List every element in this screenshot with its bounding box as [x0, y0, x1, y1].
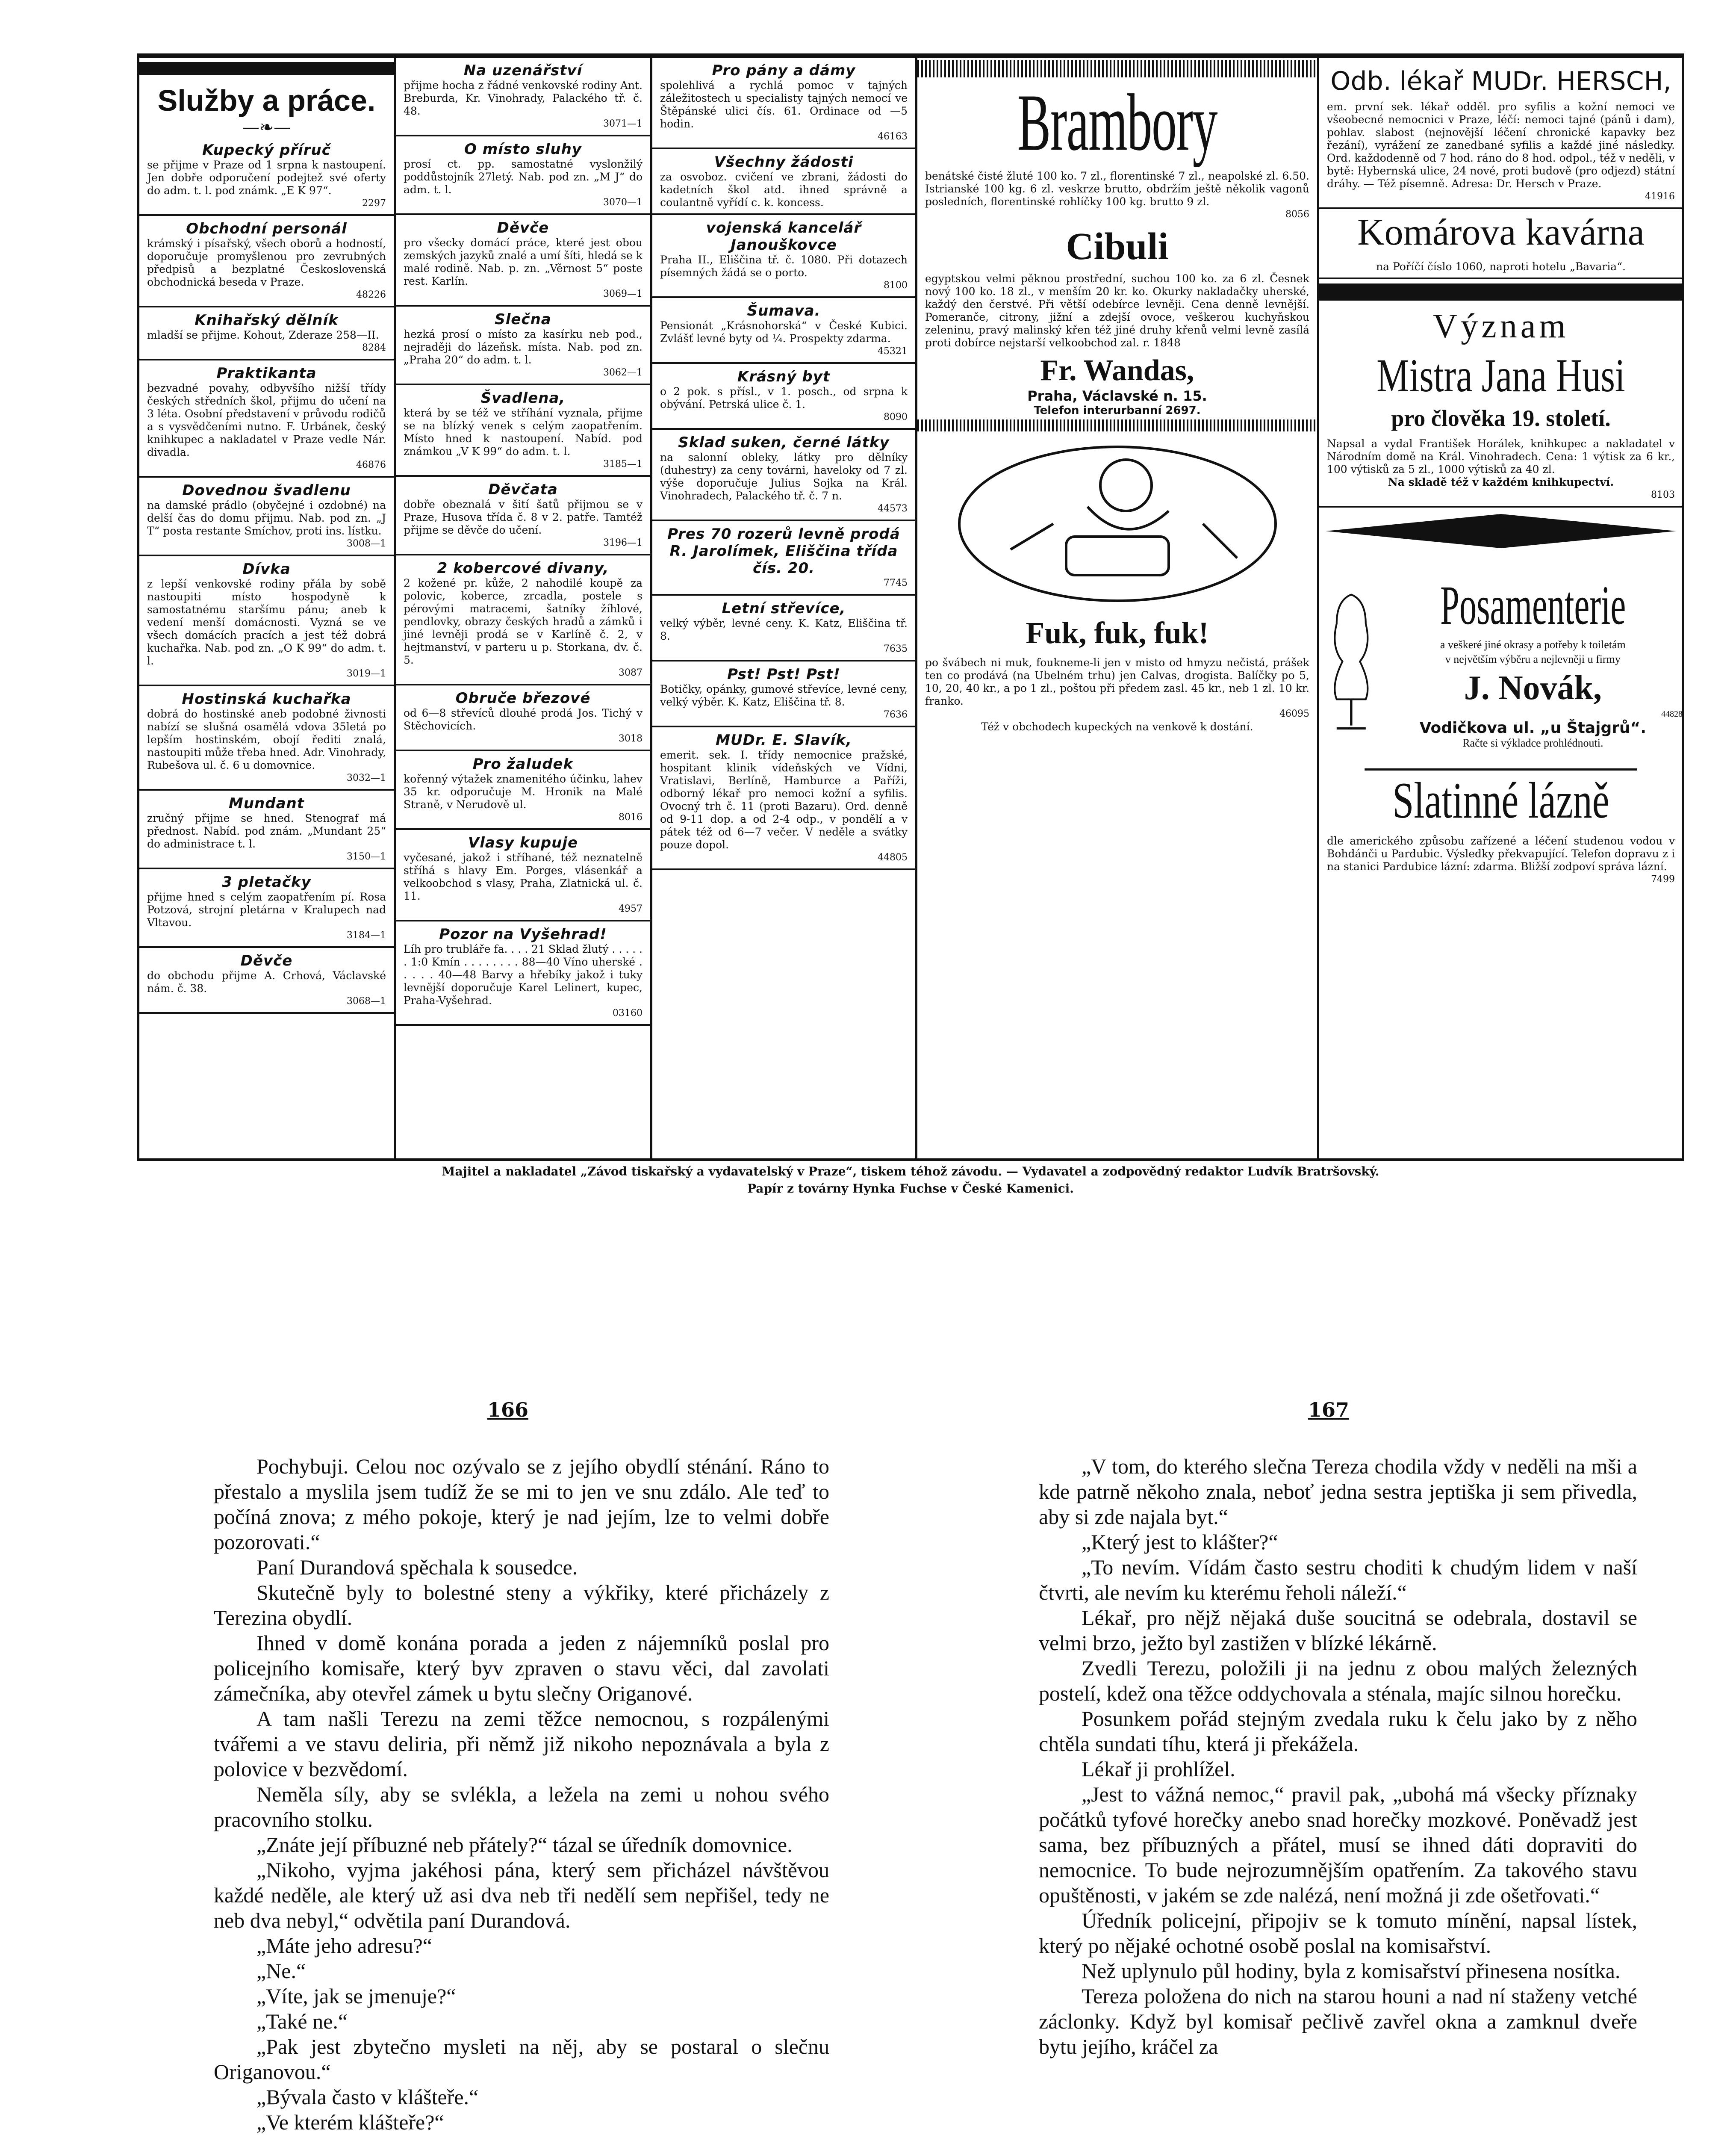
ad-text: dobře obeznalá v šití šatů přijmou se v Praze, Husova třída č. 8 v 2. patře. Tamtéž přijme se děvče do učení.	[404, 498, 643, 536]
ad-number: 8016	[619, 812, 643, 823]
vyznam-title: Význam	[1432, 307, 1569, 345]
brambory-number: 8056	[1285, 209, 1309, 220]
classified-ad	[139, 216, 394, 307]
book-paragraph: „Víte, jak se jmenuje?“	[256, 1984, 456, 2008]
ad-text: Praha II., Eliščina tř. č. 1080. Při dotazech písemných žádá se o porto.	[660, 254, 908, 279]
ad-text: od 6—8 střevíců dlouhé prodá Jos. Tichý v Stěchovicích.	[404, 707, 643, 732]
ad-number: 45321	[878, 346, 908, 357]
ad-number: 7636	[884, 709, 908, 720]
ad-number: 46876	[356, 460, 386, 470]
col3-ad-list	[652, 58, 915, 870]
ad-text: za osvoboz. cvičení ve zbrani, žádosti do kadetních škol atd. ihned správně a coulantně vyřídí c. k. koncess.	[660, 171, 908, 209]
ad-number: 3070—1	[603, 197, 643, 208]
classified-ad	[396, 58, 650, 136]
ad-text: dobrá do hostinské aneb podobné živnosti nabízí se slušná osamělá vdova 35letá po lepším hostinském, obojí řediti znalá, nastoupiti může třeba hned. Adr. Vinohrady, Rubešova ul. č. 6 u domovnice.	[147, 708, 386, 771]
diamond-band-icon	[1326, 512, 1676, 550]
ad-number: 3069—1	[603, 289, 643, 299]
classified-ad	[396, 215, 650, 307]
ad-number: 3087	[619, 667, 643, 678]
ad-number: 8100	[884, 280, 908, 291]
book-paragraph: Paní Durandová spěchala k sousedce.	[256, 1555, 578, 1579]
book-paragraph: „V tom, do kterého slečna Tereza chodila vždy v neděli na mši a kde patrně někoho znala, neboť jedna sestra jeptiška ji sem přivedla, aby si zde najala byt.“	[1039, 1454, 1637, 1529]
ad-number: 3032—1	[347, 773, 386, 783]
ad-text: bezvadné povahy, odbyvšího nižší třídy českých středních škol, přijmu do učení na 3 léta. Osobní představení v průvodu rodičů a s vysvědčeními nutno. F. Urbánek, český knihkupec a nakladatel v Praze vedle Nár. divadla.	[147, 382, 386, 458]
ad-text: přijme hocha z řádné venkovské rodiny Ant. Breburda, Kr. Vinohrady, Palackého tř. č. 48.	[404, 79, 643, 117]
cibuli-text: egyptskou velmi pěknou prostřední, suchou 100 ko. za 6 zl. Česnek nový 100 ko. 18 zl., v menším 20 kr. ko. Okurky nakladačky uherské, každý den čerstvé. Při větší odebírce levněji. Cena denně levnější. Pomeranče, citrony, jižní a zdejší ovoce, veškerou kuchyňskou zeleninu, pravý malinský křen též jiné druhy křenů velmi levně zasílá proti dobírce nejstarší velkoobchod zal. r. 1848	[925, 272, 1309, 349]
ad-number: 3071—1	[603, 118, 643, 129]
imprint-line-1: Majitel a nakladatel „Závod tiskařský a vydavatelský v Praze“, tiskem téhož závodu. — Vydavatel a zodpovědný redaktor Ludvík Bratršovský.	[442, 1164, 1379, 1178]
ad-heading: Kupecký příruč	[202, 142, 331, 159]
ad-heading: Dovednou švadlenu	[182, 482, 351, 499]
wandas-telephone: Telefon interurbanní 2697.	[1034, 404, 1201, 417]
ad-text: velký výběr, levné ceny. K. Katz, Eliščina tř. 8.	[660, 617, 908, 642]
classified-ad	[139, 307, 394, 360]
hersch-number: 41916	[1645, 191, 1675, 202]
classified-ad	[396, 136, 650, 215]
brambory-title: Brambory	[1017, 78, 1217, 168]
komarova-text: na Poříčí číslo 1060, naproti hotelu „Bavaria“.	[1376, 260, 1626, 273]
classified-ad	[396, 385, 650, 477]
ad-number: 4957	[619, 904, 643, 914]
ad-heading: Děvčata	[488, 481, 558, 498]
ad-text: hezká prosí o místo za kasírku neb pod., nejraději do lázeňsk. místa. Nab. pod zn. „Praha 20“ do adm. t. l.	[404, 328, 643, 366]
ad-heading: 2 kobercové divany,	[437, 560, 609, 577]
classified-ad	[652, 298, 915, 364]
ad-heading: Pst! Pst! Pst!	[727, 666, 840, 683]
book-paragraph: „Máte jeho adresu?“	[256, 1934, 432, 1958]
book-paragraph: Zvedli Terezu, položili ji na jednu z obou malých železných postelí, kdež ona těžce oddychovala a sténala, majíc silnou horečku.	[1039, 1656, 1637, 1705]
classified-ad	[139, 360, 394, 478]
hus-footer: Na skladě též v každém knihkupectví.	[1388, 476, 1614, 488]
ad-number: 3184—1	[347, 930, 386, 941]
classified-ad	[139, 791, 394, 869]
cibuli-title: Cibuli	[1066, 225, 1169, 268]
posamenterie-text-2: v největším výběru a nejlevněji u firmy	[1445, 653, 1621, 665]
ad-number: 8284	[362, 343, 386, 353]
ad-heading: Obruče březové	[455, 690, 591, 707]
imprint	[137, 1163, 1684, 1197]
book-paragraph: „Znáte její příbuzné neb přátely?“ tázal se úředník domovnice.	[256, 1833, 793, 1857]
ad-number: 8090	[884, 412, 908, 422]
page-number-right: 167	[1308, 1398, 1350, 1421]
page-number-left: 166	[487, 1398, 529, 1421]
ad-number: 7745	[884, 578, 908, 588]
classified-ad	[396, 921, 650, 1026]
ad-text: z lepší venkovské rodiny přála by sobě nastoupiti místo hospodyně k samostatnému staršímu pánu; aneb k vedení menší domácnosti. Vyzná se ve všech domácích pracích a jest též dobrá kuchařka. Nab. pod zn. „O K 99“ do adm. t. l.	[147, 578, 386, 667]
slatinne-number: 7499	[1651, 874, 1675, 885]
classified-ad	[652, 430, 915, 521]
chef-illustration	[917, 434, 1317, 614]
ad-text: pro všecky domácí práce, které jest obou zemských jazyků znalé a umí šíti, hledá se k malé rodině. Nab. p. zn. „Věrnost 5“ poste rest. Karlín.	[404, 236, 643, 287]
ad-number: 3068—1	[347, 996, 386, 1007]
ad-number: 3019—1	[347, 668, 386, 679]
hus-ad	[1319, 433, 1683, 508]
classified-ad	[139, 686, 394, 791]
chef-drawing-icon	[946, 438, 1288, 609]
komarova-ad	[1319, 256, 1683, 279]
ads-column-3	[652, 58, 917, 1158]
ad-heading: Pres 70 rozerů levně prodá R. Jarolímek, Eliščina třída čís. 20.	[667, 526, 900, 577]
fuk-ad	[917, 652, 1317, 738]
brambory-ad	[917, 165, 1317, 225]
classified-ad	[652, 364, 915, 430]
book-paragraph: „Ne.“	[256, 1959, 306, 1983]
book-paragraph: „Jest to vážná nemoc,“ pravil pak, „ubohá má všecky příznaky počátků tyfové horečky anebo snad horečky mozkové. Poněvadž jest sama, bez příbuzných a přátel, musí se ihned dáti dopraviti do nemocnice. To bude nejrozumnějším opatřením. Za takového stavu opuštěnosti, v jakém se zde nalézá, není možná ji zde ošetřovati.“	[1039, 1782, 1637, 1907]
classified-ad	[652, 596, 915, 661]
wandas-address: Praha, Václavské n. 15.	[1027, 388, 1207, 404]
ad-text: kořenný výtažek znamenitého účinku, lahev 35 kr. odporučuje M. Hronik na Malé Straně, v Nerudově ul.	[404, 773, 643, 811]
hersch-text: em. první sek. lékař odděl. pro syfilis a kožní nemoci ve všeobecné nemocnici v Praze, léčí: nemoci tajné (pánů i dam), pohlav. slabost (nejnovější léčení chronické kapavky bez řezání), vyrážení ze zanedbané syfilis a každé jiné následky. Ord. každodenně od 7 hod. ráno do 8 hod. odpol., též v neděli, v bytě: Hybernská ulice, 24 nové, proti budově (pro odjezd) státní dráhy. — Též písemně. Adresa: Dr. Hersch v Praze.	[1327, 100, 1675, 190]
book-paragraph: „Pak jest zbytečno mysleti na něj, aby se postaral o slečnu Origanovou.“	[214, 2035, 829, 2084]
classified-ad	[396, 555, 650, 685]
hersch-ad	[1319, 96, 1683, 209]
ad-text: která by se též ve stříhání vyznala, přijme se na blízký venek s celým zaopatřením. Místo hned k nastoupení. Nabíd. pod známkou „V K 99“ do adm. t. l.	[404, 407, 643, 458]
classified-ad	[652, 661, 915, 727]
hus-subtitle: pro člověka 19. století.	[1391, 405, 1611, 431]
ads-column-5	[1319, 58, 1683, 1158]
ad-heading: Pro pány a dámy	[712, 62, 856, 79]
section-title: Služby a práce.	[157, 84, 376, 117]
ad-text: přijme hned s celým zaopatřením pí. Rosa Potzová, strojní pletárna v Kralupech nad Vltavou.	[147, 891, 386, 929]
col2-ad-list	[396, 58, 650, 1026]
hus-text: Napsal a vydal František Horálek, knihkupec a nakladatel v Národním domě na Král. Vinohradech. Cena: 1 výtisk za 6 kr., 100 výtisků za 5 zl., 1000 výtisků za 40 zl.	[1327, 437, 1675, 475]
posamenterie-title: Posamenterie	[1440, 575, 1626, 636]
ad-number: 3018	[619, 733, 643, 744]
book-paragraph: „Bývala často v klášteře.“	[256, 2085, 479, 2109]
classified-ad	[396, 685, 650, 751]
classified-ad	[652, 521, 915, 596]
classified-ad	[139, 948, 394, 1014]
classified-ad	[139, 137, 394, 216]
ad-text: vyčesané, jakož i stříhané, též neznatelně stříhá s hlavy Em. Porges, vlásenkář a velkoobchod s vlasy, Praha, Zlatnická ul. č. 11.	[404, 851, 643, 902]
ads-column-2	[396, 58, 652, 1158]
ad-text: na damské prádlo (obyčejné i ozdobné) na delší čas do domu přijmu. Nab. pod zn. „J T“ posta restante Smíchov, proti ins. lístku.	[147, 499, 386, 537]
ad-heading: Děvče	[497, 219, 549, 236]
ad-heading: Pro žaludek	[472, 756, 574, 773]
hus-title: Mistra Jana Husi	[1376, 349, 1625, 402]
ad-number: 48226	[356, 289, 386, 300]
ad-text: o 2 pok. s přísl., v 1. posch., od srpna k obývání. Petrská ulice č. 1.	[660, 385, 908, 410]
classified-ad	[652, 727, 915, 870]
ads-column-1	[139, 58, 396, 1158]
ad-text: spolehlivá a rychlá pomoc v tajných záležitostech u specialisty tajných nemocí ve Štěpánské ulici čís. 61. Ordinace od —5 hodin.	[660, 79, 908, 130]
classified-ad	[652, 149, 915, 215]
ad-number: 2297	[362, 198, 386, 209]
brambory-text: benátské čisté žluté 100 ko. 7 zl., florentinské 7 zl., neapolské zl. 6.50. Istrianské 100 kg. 6 zl. veskrze brutto, obdržím ještě několik vagonů posledních, florentinské rohlíčky 100 kg. brutto 9 zl.	[925, 170, 1309, 208]
ad-text: zručný přijme se hned. Stenograf má přednost. Nabíd. pod znám. „Mundant 25“ do administrace t. l.	[147, 812, 386, 850]
classified-ad	[396, 830, 650, 921]
ad-text: mladší se přijme. Kohout, Zderaze 258—II.	[147, 329, 379, 341]
ad-heading: Dívka	[242, 561, 291, 578]
ornament-icon: —❧—	[242, 118, 291, 137]
book-paragraph: „Také ne.“	[256, 2009, 348, 2033]
book-paragraph: Úředník policejní, připojiv se k tomuto mínění, napsal lístek, který po nějaké ochotné osobě poslal na komisařství.	[1039, 1908, 1637, 1958]
col1-ad-list	[139, 137, 394, 1014]
ad-text: se přijme v Praze od 1 srpna k nastoupení. Jen dobře odporučení podejtež své oferty do adm. t. l. pod známk. „E K 97“.	[147, 159, 386, 197]
ad-number: 7635	[884, 644, 908, 654]
book-paragraph: Pochybuji. Celou noc ozývalo se z jejího obydlí sténání. Ráno to přestalo a myslila jsem tudíž že se mi to jen ve snu zdálo. Ale teď to počíná znova; z mého pokoje, který je nad jejím, lze to velmi dobře pozorovati.“	[214, 1454, 829, 1554]
ad-heading: MUDr. E. Slavík,	[716, 732, 852, 749]
book-paragraph: Neměla síly, aby se svlékla, a ležela na zemi u nohou svého pracovního stolku.	[214, 1782, 829, 1831]
book-paragraph: „Nikoho, vyjma jakéhosi pána, který sem přicházel návštěvou každé neděle, ale který už asi dva neb tři nedělí sem nepřišel, tedy ne neb dva nebyl,“ odvětila paní Durandová.	[214, 1858, 829, 1932]
advertisement-page	[137, 53, 1684, 1161]
novak-address: Vodičkova ul. „u Štajgrů“.	[1419, 719, 1646, 737]
book-paragraph: „Ve kterém klášteře?“	[256, 2110, 444, 2134]
ad-number: 3062—1	[603, 367, 643, 378]
classified-ad	[652, 215, 915, 298]
classified-ad	[396, 307, 650, 385]
slatinne-text: dle amerického způsobu zařízené a léčení studenou vodou v Bohdánči u Pardubic. Výsledky překvapující. Telefon dopravu z i na stanici Pardubice lázní: zdarma. Bližší zodpoví správa lázní.	[1327, 835, 1675, 873]
column-rule	[1319, 283, 1683, 301]
hersch-title: Odb. lékař MUDr. HERSCH,	[1330, 66, 1671, 96]
slatinne-title: Slatinné lázně	[1365, 768, 1637, 830]
ad-heading: Švadlena,	[480, 390, 566, 407]
ad-text: Pensionát „Krásnohorská“ v České Kubici. Zvlášť levné byty od ¼. Prospekty zdarma.	[660, 319, 908, 345]
ad-heading: Slečna	[495, 311, 551, 328]
ad-text: krámský i písařský, všech oborů a hodností, doporučuje promyšlenou pro zevrubných předpisů a bezplatné Československá obchodnická beseda v Praze.	[147, 237, 386, 288]
imprint-line-2: Papír z továrny Hynka Fuchse v České Kamenici.	[747, 1181, 1074, 1196]
ad-text: Líh pro trubláře fa. . . . 21 Sklad žlutý . . . . . . 1:0 Kmín . . . . . . . . 88—40 Víno uherské . . . . . 40—48 Barvy a hřebíky jakož i tuky levnější doporučuje Karel Lelinert, kupec, Praha-Vyšehrad.	[404, 943, 643, 1007]
wandas-title: Fr. Wandas,	[1040, 354, 1194, 387]
slatinne-ad	[1319, 830, 1683, 890]
novak-title: J. Novák,	[1464, 669, 1602, 707]
classified-ad	[396, 477, 650, 555]
book-page-left	[214, 1454, 829, 2135]
ad-heading: Děvče	[240, 952, 293, 969]
fuk-footer: Též v obchodech kupeckých na venkově k dostání.	[981, 721, 1253, 733]
ad-heading: Letní střevíce,	[722, 600, 846, 617]
ad-heading: Knihařský dělník	[195, 312, 339, 329]
ad-text: 2 kožené pr. kůže, 2 nahodilé koupě za polovic, koberce, zrcadla, postele s pérovými matracemi, šatníky žíhlové, pendlovky, obrazy českých hradů a zámků i jiné levněji prodá se v Karlíně č. 2, v hejtmanství, v parteru u p. Storkana, dv. č. 5.	[404, 577, 643, 666]
book-paragraph: Skutečně byly to bolestné steny a výkřiky, které přicházely z Terezina obydlí.	[214, 1580, 829, 1630]
ad-heading: Vlasy kupuje	[468, 834, 578, 851]
ad-heading: Praktikanta	[216, 365, 317, 382]
ad-number: 44573	[878, 503, 908, 514]
classified-ad	[139, 556, 394, 686]
book-paragraph: Než uplynulo půl hodiny, byla z komisařství přinesena nosítka.	[1082, 1959, 1621, 1983]
ad-heading: 3 pletačky	[222, 874, 311, 891]
ad-heading: Na uzenářství	[463, 62, 583, 79]
ads-column-4	[917, 58, 1319, 1158]
ad-heading: O místo sluhy	[464, 141, 582, 158]
ad-heading: Obchodní personál	[186, 220, 347, 237]
ad-heading: Pozor na Vyšehrad!	[439, 926, 607, 943]
dress-form-icon	[1319, 555, 1383, 768]
fuk-title: Fuk, fuk, fuk!	[1026, 616, 1209, 650]
book-paragraph: „To nevím. Vídám často sestru choditi k chudým lidem v naší čtvrti, ale nevím ku kterému řeholi náleží.“	[1039, 1555, 1637, 1604]
ad-heading: Šumava.	[747, 302, 821, 319]
book-paragraph: „Který jest to klášter?“	[1082, 1530, 1278, 1554]
fuk-text: po švábech ni muk, foukneme-li jen v misto od hmyzu nečistá, prášek ten co prodává (na Ubelném trhu) jen Calvas, drogista. Balíčky po 5, 10, 20, 40 kr., a po 1 zl., poštou při předem zasl. 45 kr., neb 1 zl. 10 kr. franko.	[925, 656, 1309, 707]
ad-text: emerit. sek. I. třídy nemocnice pražské, hospitant klinik vídeňských ve Vídni, Vratislavi, Berlíně, Hamburce a Paříži, odborný lékař pro nemoci kožní a syfilis. Ovocný trh č. 11 (proti Bazaru). Ord. denně od 9-11 dop. a od 2-4 odp., v pondělí a v pátek též od 6—7 večer. V neděle a svátky pouze dopol.	[660, 749, 908, 851]
book-page-right	[1039, 1454, 1637, 2059]
ad-heading: vojenská kancelář Janouškovce	[706, 219, 862, 254]
ad-number: 3150—1	[347, 851, 386, 862]
classified-ad	[139, 869, 394, 948]
ad-text: na salonní obleky, látky pro dělníky (duhestry) za ceny továrni, haveloky od 7 zl. výše doporučuje Julius Sojka na Král. Vinohradech, Palackého tř. č. 7 n.	[660, 451, 908, 502]
book-paragraph: Posunkem pořád stejným zvedala ruku k čelu jako by z něho chtěla sundati tíhu, která ji překážela.	[1039, 1707, 1637, 1756]
ad-number: 3196—1	[603, 537, 643, 548]
ad-text: prosí ct. pp. samostatné vyslonžilý poddůstojník 27letý. Nab. pod zn. „M J“ do adm. t. l.	[404, 158, 643, 196]
ad-number: 03160	[613, 1008, 643, 1019]
classified-ad	[396, 751, 650, 830]
ad-number: 44805	[878, 852, 908, 863]
posamenterie-ad	[1319, 555, 1683, 768]
decorative-stripe	[917, 60, 1317, 77]
ad-heading: Sklad suken, černé látky	[678, 434, 890, 451]
classified-ad	[139, 478, 394, 556]
novak-number: 44828	[1661, 709, 1683, 719]
ad-heading: Mundant	[229, 795, 304, 812]
cibuli-ad	[917, 268, 1317, 354]
ad-text: Botičky, opánky, gumové střevíce, levné ceny, velký výběr. K. Katz, Eliščina tř. 8.	[660, 683, 908, 708]
ad-heading: Krásný byt	[737, 368, 831, 385]
komarova-title: Komárova kavárna	[1357, 212, 1645, 253]
novak-footer: Račte si výkladce prohlédnouti.	[1462, 737, 1603, 749]
ad-number: 3185—1	[603, 459, 643, 470]
decorative-stripe	[917, 419, 1317, 431]
book-paragraph: Lékař, pro nějž nějaká duše soucitná se odebrala, dostavil se velmi brzo, ježto byl zastižen v blízké lékárně.	[1039, 1606, 1637, 1655]
ad-heading: Hostinská kuchařka	[182, 691, 351, 708]
column-rule	[139, 62, 394, 75]
fuk-number: 46095	[1279, 709, 1309, 719]
classified-ad	[652, 58, 915, 149]
decorative-band	[1319, 508, 1683, 555]
ad-number: 46163	[878, 131, 908, 142]
book-paragraph: Lékař ji prohlížel.	[1082, 1757, 1235, 1781]
book-paragraph: A tam našli Terezu na zemi těžce nemocnou, s rozpálenými tvářemi a ve stavu deliria, při němž již nikoho nepoznávala a byla z polovice v bezvědomí.	[214, 1707, 829, 1781]
ad-text: do obchodu přijme A. Crhová, Václavské nám. č. 38.	[147, 969, 386, 995]
ad-heading: Všechny žádosti	[714, 154, 854, 171]
book-paragraph: Ihned v domě konána porada a jeden z nájemníků poslal pro policejního komisaře, který byv zpraven o stavu věci, dal zavolati zámečníka, aby otevřel zámek u bytu slečny Origanové.	[214, 1631, 829, 1705]
hus-number: 8103	[1651, 490, 1675, 500]
ad-number: 3008—1	[347, 538, 386, 549]
posamenterie-text-1: a veškeré jiné okrasy a potřeby k toiletám	[1440, 638, 1626, 651]
book-paragraph: Tereza položena do nich na starou houni a nad ní staženy vetché záclonky. Když byl komisař pečlivě zavřel okna a zamknul dveře bytu jejího, kráčel za	[1039, 1984, 1637, 2058]
